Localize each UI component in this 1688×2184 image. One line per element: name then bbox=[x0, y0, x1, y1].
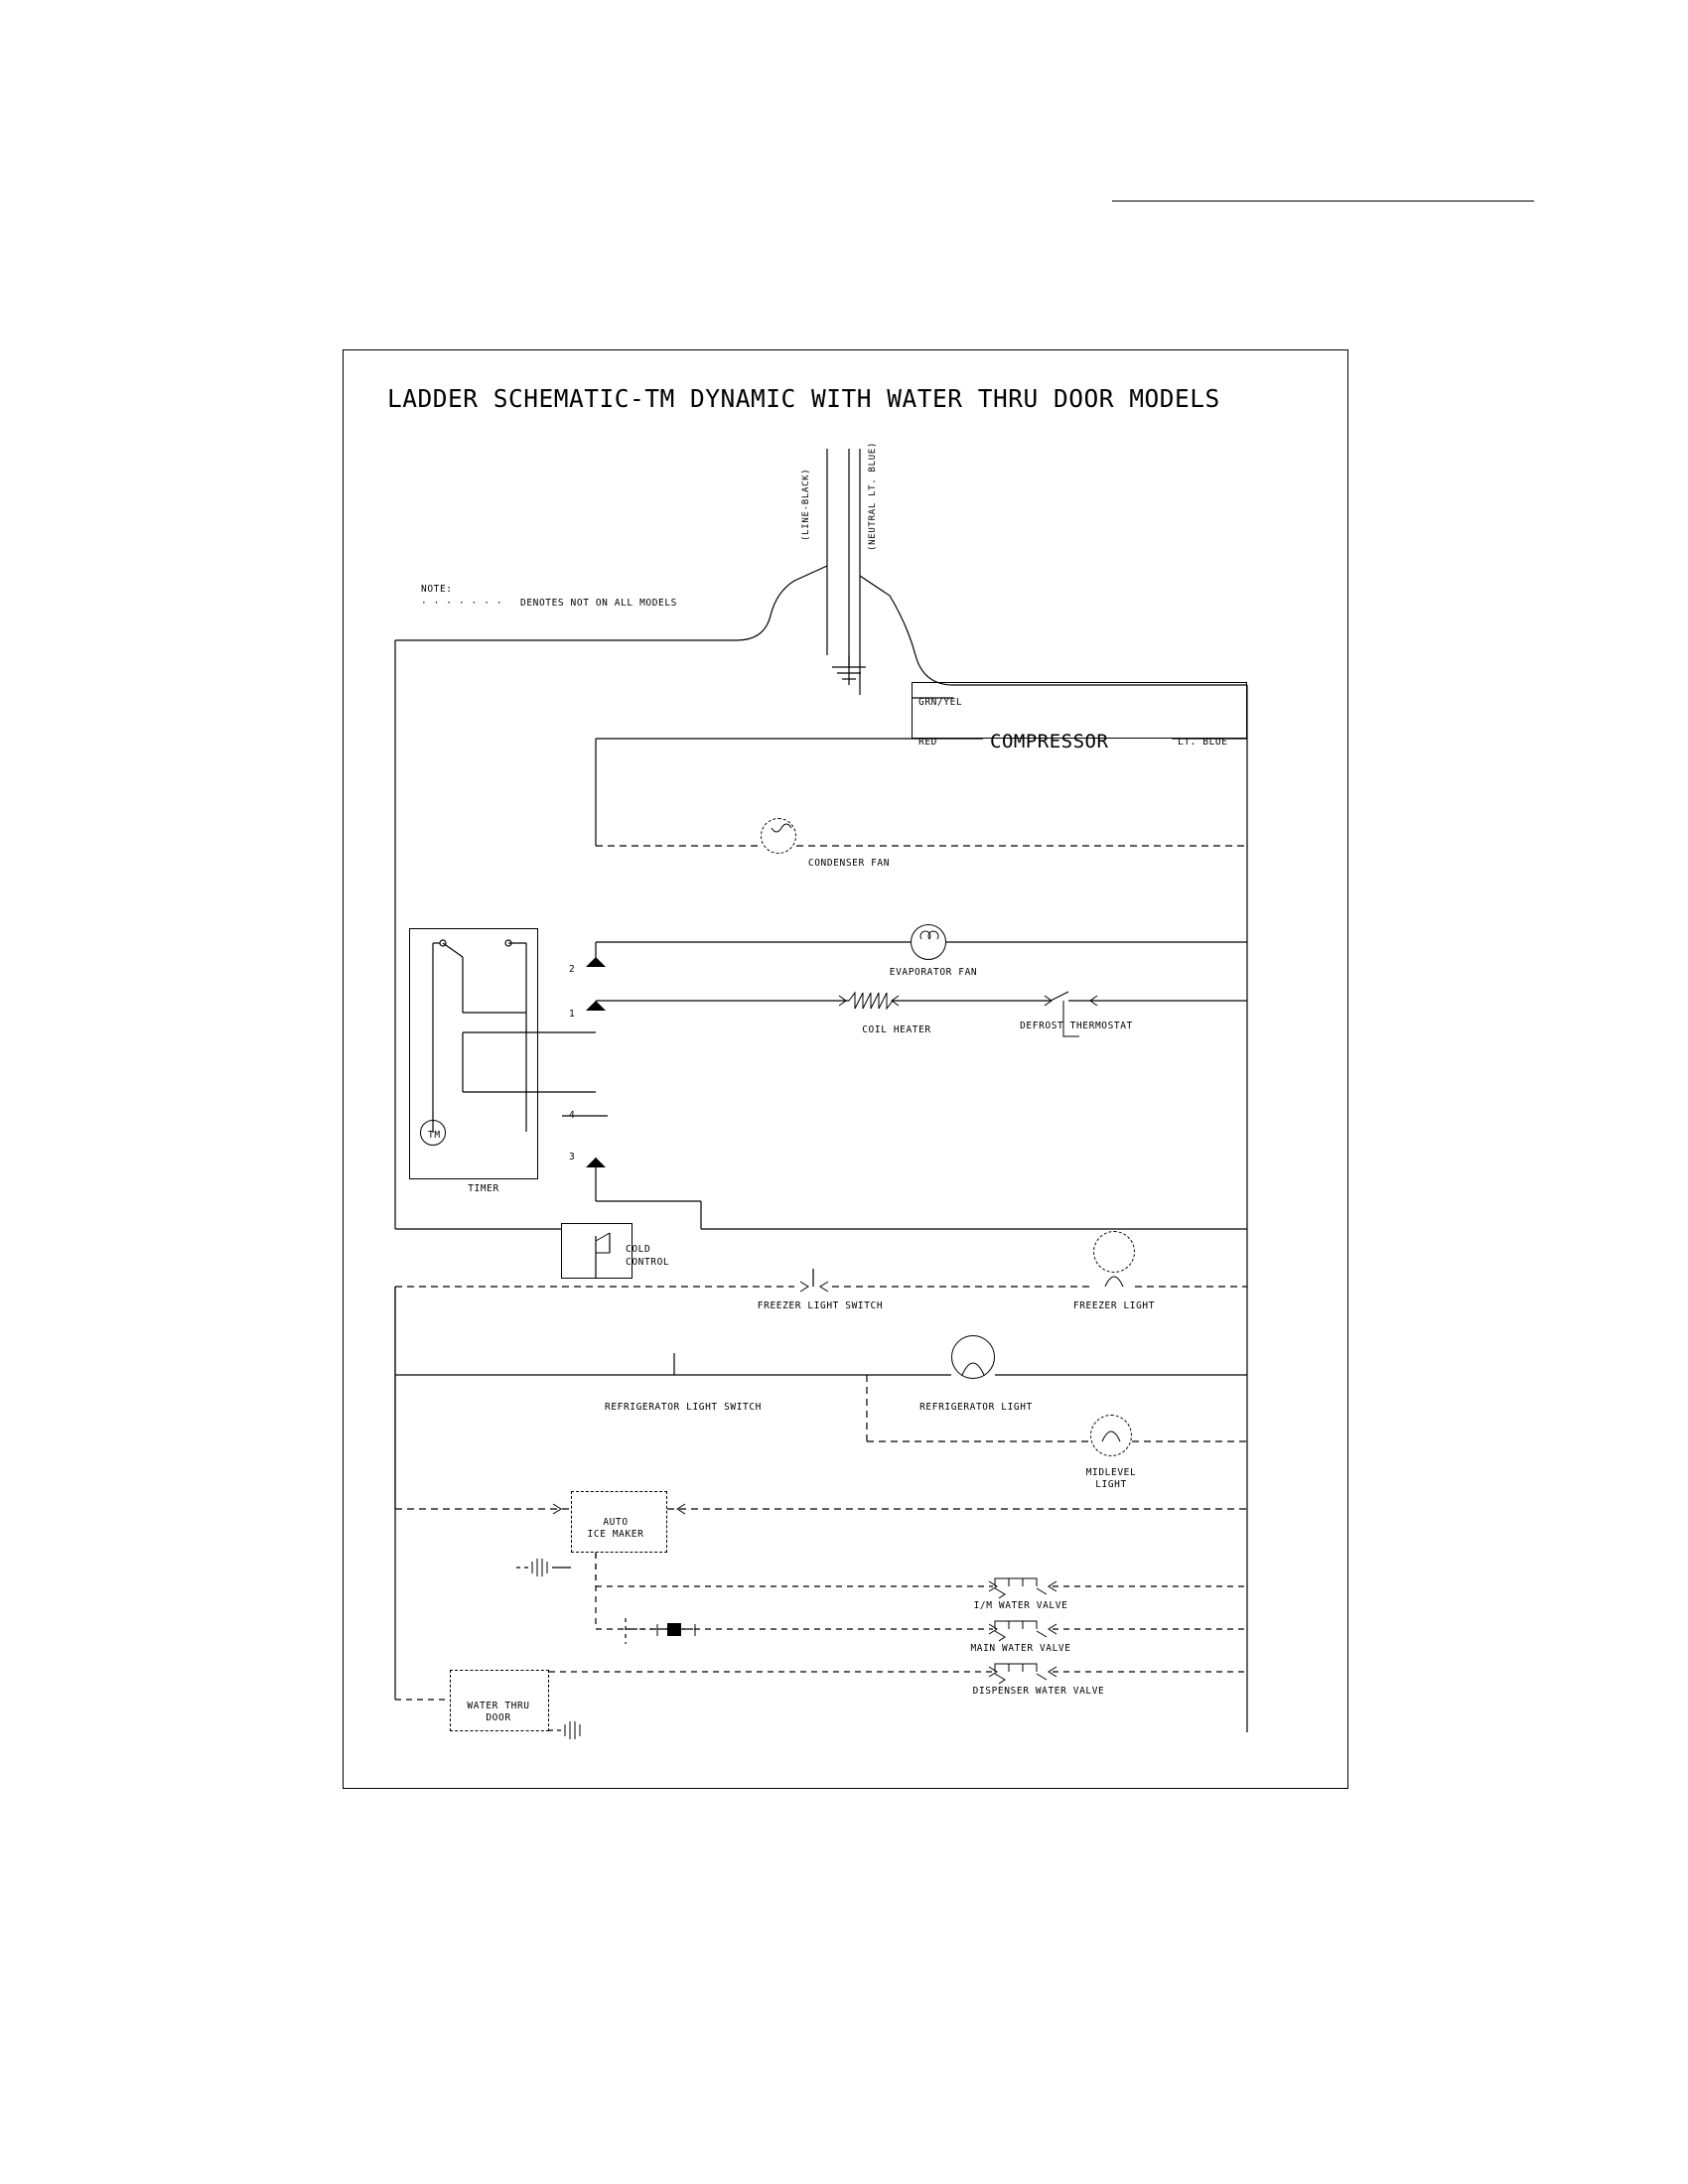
timer-motor-icon bbox=[420, 1120, 446, 1146]
timer-motor-badge: TM bbox=[428, 1130, 441, 1141]
dispenser-water-valve-label: DISPENSER WATER VALVE bbox=[972, 1686, 1105, 1697]
freezer-light-bulb-icon bbox=[1093, 1231, 1135, 1273]
cold-control-label-line2: CONTROL bbox=[626, 1257, 670, 1268]
refrigerator-light-label: REFRIGERATOR LIGHT bbox=[919, 1402, 1033, 1413]
auto-ice-maker-box bbox=[571, 1491, 667, 1553]
timer-label: TIMER bbox=[468, 1183, 499, 1194]
main-water-valve-label: MAIN WATER VALVE bbox=[970, 1643, 1071, 1654]
cold-control-label-line1: COLD bbox=[626, 1244, 651, 1255]
evaporator-fan-label: EVAPORATOR FAN bbox=[889, 967, 978, 978]
refrigerator-light-bulb-icon bbox=[951, 1335, 995, 1379]
freezer-light-label: FREEZER LIGHT bbox=[1072, 1300, 1156, 1311]
coil-heater-label: COIL HEATER bbox=[862, 1024, 931, 1035]
cold-control-box bbox=[561, 1223, 633, 1279]
evaporator-fan-motor-icon bbox=[911, 924, 946, 960]
water-thru-door-label-line1: WATER THRU bbox=[467, 1701, 530, 1711]
midlevel-light-label-line2: LIGHT bbox=[1095, 1479, 1127, 1490]
auto-ice-maker-label-line2: ICE MAKER bbox=[587, 1529, 644, 1540]
compressor-terminal-red: RED bbox=[918, 737, 937, 748]
compressor-label: COMPRESSOR bbox=[990, 731, 1109, 752]
header-rule bbox=[1112, 201, 1534, 202]
freezer-light-switch-label: FREEZER LIGHT SWITCH bbox=[757, 1300, 884, 1311]
condenser-fan-label: CONDENSER FAN bbox=[807, 858, 891, 869]
midlevel-light-label-line1: MIDLEVEL bbox=[1085, 1467, 1137, 1478]
page-title: LADDER SCHEMATIC-TM DYNAMIC WITH WATER THRU DOOR MODELS bbox=[387, 384, 1220, 413]
timer-terminal-1: 1 bbox=[569, 1009, 576, 1020]
note-label: NOTE: bbox=[421, 584, 453, 595]
compressor-terminal-gy: GRN/YEL bbox=[918, 697, 963, 708]
neutral-blue-label: (NEUTRAL LT. BLUE) bbox=[868, 441, 878, 551]
timer-terminal-2: 2 bbox=[569, 964, 576, 975]
water-thru-door-label-line2: DOOR bbox=[486, 1712, 511, 1723]
defrost-thermostat-label: DEFROST THERMOSTAT bbox=[1020, 1021, 1133, 1031]
refrigerator-light-switch-label: REFRIGERATOR LIGHT SWITCH bbox=[605, 1402, 762, 1413]
note-text: DENOTES NOT ON ALL MODELS bbox=[520, 598, 677, 609]
im-water-valve-label: I/M WATER VALVE bbox=[973, 1600, 1068, 1611]
compressor-terminal-blue: LT. BLUE bbox=[1178, 737, 1228, 748]
water-thru-door-box bbox=[450, 1670, 549, 1731]
note-dots: · · · · · · · bbox=[421, 598, 503, 609]
timer-terminal-4: 4 bbox=[569, 1110, 576, 1121]
midlevel-light-bulb-icon bbox=[1090, 1415, 1132, 1456]
timer-terminal-3: 3 bbox=[569, 1152, 576, 1162]
line-black-label: (LINE-BLACK) bbox=[801, 468, 811, 541]
auto-ice-maker-label-line1: AUTO bbox=[603, 1517, 629, 1528]
condenser-fan-motor-icon bbox=[761, 818, 796, 854]
